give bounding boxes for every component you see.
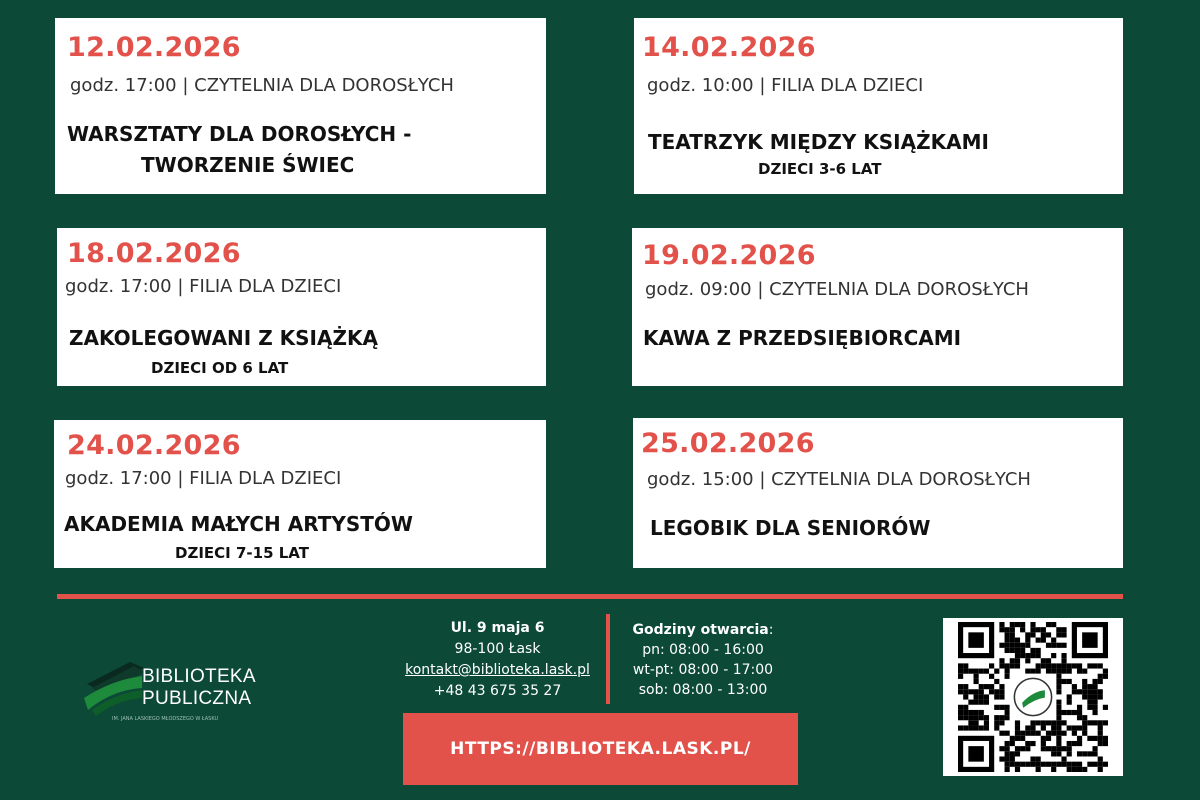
event-date: 12.02.2026 <box>67 32 241 63</box>
website-url-label: HTTPS://BIBLIOTEKA.LASK.PL/ <box>450 739 751 759</box>
event-audience: DZIECI 3-6 LAT <box>758 160 882 178</box>
qr-code-icon <box>943 618 1123 776</box>
event-date: 18.02.2026 <box>67 238 241 269</box>
event-meta: godz. 10:00 | FILIA DLA DZIECI <box>647 75 924 96</box>
event-date: 24.02.2026 <box>67 430 241 461</box>
logo-line-3: IM. JANA LASKIEGO MŁODSZEGO W ŁASKU <box>112 716 219 722</box>
event-title: LEGOBIK DLA SENIORÓW <box>650 516 931 540</box>
event-title: KAWA Z PRZEDSIĘBIORCAMI <box>643 326 962 350</box>
hours-tue-fri: wt-pt: 08:00 - 17:00 <box>632 662 774 678</box>
event-audience: DZIECI OD 6 LAT <box>151 359 289 377</box>
contact-street: Ul. 9 maja 6 <box>450 620 545 636</box>
event-date: 25.02.2026 <box>641 428 815 459</box>
contact-email-link[interactable]: kontakt@biblioteka.lask.pl <box>405 662 590 678</box>
event-card-4 <box>632 228 1123 386</box>
event-date: 19.02.2026 <box>642 240 816 271</box>
hours-title-colon: : <box>768 622 774 638</box>
event-title: WARSZTATY DLA DOROSŁYCH - <box>67 122 412 146</box>
event-title: AKADEMIA MAŁYCH ARTYSTÓW <box>64 512 413 536</box>
qr-code-pattern <box>958 622 1108 772</box>
event-meta: godz. 17:00 | CZYTELNIA DLA DOROSŁYCH <box>70 75 454 96</box>
event-meta: godz. 15:00 | CZYTELNIA DLA DOROSŁYCH <box>647 469 1031 490</box>
event-card-3 <box>57 228 546 386</box>
event-title-line2: TWORZENIE ŚWIEC <box>141 153 355 177</box>
event-meta: godz. 17:00 | FILIA DLA DZIECI <box>65 468 342 489</box>
hours-title: Godziny otwarcia <box>632 622 769 638</box>
event-card-5 <box>54 420 546 568</box>
opening-hours <box>618 620 788 700</box>
contact-info <box>395 618 600 702</box>
contact-phone: +48 43 675 35 27 <box>433 683 562 699</box>
event-date: 14.02.2026 <box>642 32 816 63</box>
event-audience: DZIECI 7-15 LAT <box>175 544 309 562</box>
logo-line-1: BIBLIOTEKA <box>142 666 256 687</box>
event-card-1 <box>55 18 546 194</box>
library-logo <box>82 652 282 732</box>
footer-divider <box>57 594 1123 599</box>
logo-line-2: PUBLICZNA <box>142 688 252 709</box>
event-card-2 <box>634 18 1123 194</box>
hours-saturday: sob: 08:00 - 13:00 <box>638 682 768 698</box>
event-meta: godz. 17:00 | FILIA DLA DZIECI <box>65 276 342 297</box>
event-title: TEATRZYK MIĘDZY KSIĄŻKAMI <box>648 130 989 154</box>
event-card-6 <box>633 418 1123 568</box>
hours-monday: pn: 08:00 - 16:00 <box>642 642 764 658</box>
event-meta: godz. 09:00 | CZYTELNIA DLA DOROSŁYCH <box>645 279 1029 300</box>
footer-vertical-separator <box>606 614 610 704</box>
website-url-button[interactable] <box>403 713 798 785</box>
event-title: ZAKOLEGOWANI Z KSIĄŻKĄ <box>69 326 378 350</box>
contact-city: 98-100 Łask <box>454 641 541 657</box>
